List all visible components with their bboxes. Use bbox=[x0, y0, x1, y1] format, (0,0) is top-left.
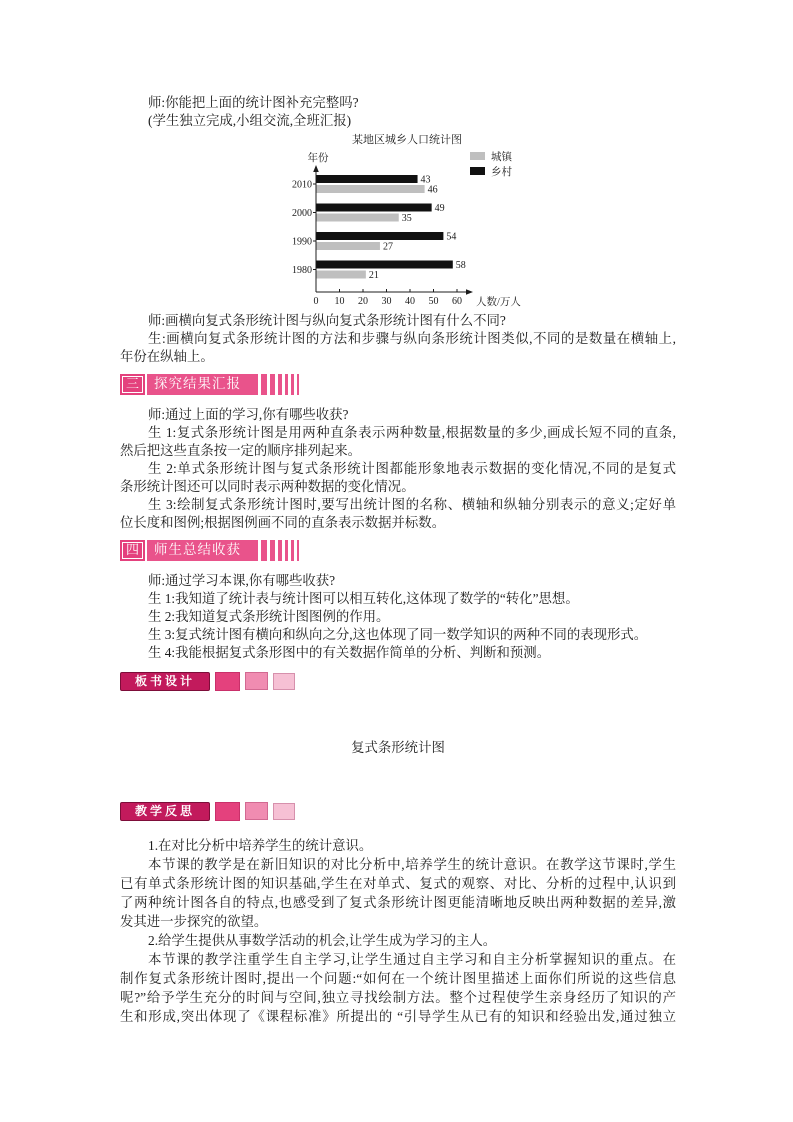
text-line: 制作复式条形统计图时,提出一个问题:“如何在一个统计图里描述上面你们所说的这些信息 bbox=[120, 971, 676, 986]
text-line: 了两种统计图各自的特点,也感受到了复式条形统计图更能清晰地反映出两种数据的差异,激 bbox=[120, 895, 676, 910]
bar-series-0-2010 bbox=[317, 185, 425, 193]
text-line: 师:通过上面的学习,你有哪些收获? bbox=[148, 407, 349, 422]
legend-label: 城镇 bbox=[491, 152, 512, 163]
text-line: 生 2:我知道复式条形统计图图例的作用。 bbox=[148, 609, 390, 624]
intro-dialogue bbox=[120, 94, 676, 130]
text-line: 呢?”给予学生充分的时间与空间,独立寻找绘制方法。整个过程使学生亲身经历了知识的产 bbox=[120, 990, 676, 1005]
board-design-badge: 板书设计 bbox=[120, 672, 210, 691]
section-title: 探究结果汇报 bbox=[147, 374, 258, 395]
legend-swatch bbox=[470, 152, 485, 160]
y-axis-arrow bbox=[313, 165, 319, 172]
header-stripe bbox=[297, 374, 299, 395]
bar-series-1-1990 bbox=[317, 232, 444, 240]
y-tick-label: 2000 bbox=[292, 208, 312, 219]
header-stripe bbox=[285, 374, 288, 395]
population-chart bbox=[280, 128, 540, 310]
section-number: 三 bbox=[120, 374, 145, 395]
section-header-4 bbox=[120, 540, 299, 561]
legend-label: 乡村 bbox=[491, 167, 512, 178]
x-axis-arrow bbox=[466, 289, 473, 295]
bar-series-1-2010 bbox=[317, 175, 418, 183]
header-stripe bbox=[278, 540, 282, 561]
x-tick-label: 40 bbox=[405, 296, 415, 307]
text-line: 已有单式条形统计图的知识基础,学生在对单式、复式的观察、对比、分析的过程中,认识到 bbox=[120, 876, 676, 891]
board-design-content: 复式条形统计图 bbox=[351, 740, 445, 755]
bar-series-1-2000 bbox=[317, 204, 432, 212]
x-tick-label: 0 bbox=[313, 296, 319, 307]
data-label: 21 bbox=[368, 270, 379, 281]
text-line: 生 2:单式条形统计图与复式条形统计图都能形象地表示数据的变化情况,不同的是复式 bbox=[148, 461, 676, 476]
x-axis-label: 人数/万人 bbox=[476, 297, 521, 308]
text-line: 位长度和图例;根据图例画不同的直条表示数据并标数。 bbox=[120, 515, 446, 530]
data-label: 43 bbox=[420, 174, 431, 186]
x-tick-label: 10 bbox=[334, 296, 345, 307]
header-stripe bbox=[278, 374, 282, 395]
compare-dialogue bbox=[120, 312, 676, 366]
section-header-3 bbox=[120, 374, 299, 395]
header-stripe bbox=[291, 374, 294, 395]
data-label: 46 bbox=[427, 184, 438, 196]
y-tick-label: 1990 bbox=[292, 236, 312, 248]
header-stripe bbox=[261, 540, 267, 561]
decor-square bbox=[245, 802, 268, 820]
text-line: 生:画横向复式条形统计图的方法和步骤与纵向条形统计图类似,不同的是数量在横轴上, bbox=[148, 331, 676, 346]
header-stripe bbox=[270, 540, 275, 561]
reflection-body bbox=[120, 836, 676, 1026]
bar-series-0-1980 bbox=[317, 271, 366, 279]
data-label: 54 bbox=[446, 231, 457, 243]
header-stripe bbox=[261, 374, 267, 395]
data-label: 27 bbox=[382, 241, 393, 253]
reflection-header bbox=[120, 801, 295, 821]
reflection-badge: 教学反思 bbox=[120, 802, 210, 821]
header-stripe bbox=[285, 540, 288, 561]
header-stripes bbox=[261, 540, 299, 561]
board-design-header bbox=[120, 671, 295, 691]
text-line: 发其进一步探究的欲望。 bbox=[120, 914, 268, 929]
y-axis-label: 年份 bbox=[307, 153, 329, 164]
text-line: (学生独立完成,小组交流,全班汇报) bbox=[148, 113, 352, 128]
text-line: 师:你能把上面的统计图补充完整吗? bbox=[148, 95, 359, 110]
text-line: 2.给学生提供从事数学活动的机会,让学生成为学习的主人。 bbox=[148, 933, 497, 948]
data-label: 49 bbox=[434, 203, 445, 214]
text-line: 本节课的教学是在新旧知识的对比分析中,培养学生的统计意识。在教学这节课时,学生 bbox=[148, 857, 676, 872]
x-tick-label: 20 bbox=[358, 296, 368, 307]
chart-canvas bbox=[280, 128, 540, 310]
chart-marks bbox=[292, 150, 513, 307]
text-line: 生 1:我知道了统计表与统计图可以相互转化,这体现了数学的“转化”思想。 bbox=[148, 591, 579, 606]
text-line: 生和形成,突出体现了《课程标准》所提出的 “引导学生从已有的知识和经验出发,通过独立 bbox=[120, 1009, 676, 1024]
chart-title: 某地区城乡人口统计图 bbox=[352, 134, 462, 146]
section-number: 四 bbox=[120, 540, 145, 561]
text-line: 然后把这些直条按一定的顺序排列起来。 bbox=[120, 443, 362, 458]
text-line: 师:通过学习本课,你有哪些收获? bbox=[148, 573, 336, 588]
header-stripe bbox=[297, 540, 299, 561]
bar-series-0-1990 bbox=[317, 242, 380, 250]
data-label: 35 bbox=[401, 213, 412, 224]
decor-square bbox=[273, 673, 295, 690]
text-line: 条形统计图还可以同时表示两种数据的变化情况。 bbox=[120, 479, 415, 494]
decor-square bbox=[273, 803, 295, 820]
bar-series-1-1980 bbox=[317, 261, 453, 269]
decor-square bbox=[245, 672, 268, 690]
text-line: 本节课的教学注重学生自主学习,让学生通过自主学习和自主分析掌握知识的重点。在 bbox=[148, 952, 676, 967]
legend-swatch bbox=[470, 167, 485, 175]
text-line: 生 1:复式条形统计图是用两种直条表示两种数量,根据数量的多少,画成长短不同的直条, bbox=[148, 425, 676, 440]
decor-square bbox=[215, 672, 240, 691]
decor-square bbox=[215, 802, 240, 821]
text-line: 1.在对比分析中培养学生的统计意识。 bbox=[148, 838, 373, 853]
text-line: 生 3:复式统计图有横向和纵向之分,这也体现了同一数学知识的两种不同的表现形式。 bbox=[148, 627, 648, 642]
section-title: 师生总结收获 bbox=[147, 540, 258, 561]
x-tick-label: 50 bbox=[428, 296, 439, 307]
header-stripe bbox=[270, 374, 275, 395]
data-label: 58 bbox=[455, 260, 466, 271]
header-stripe bbox=[291, 540, 294, 561]
section-4-body bbox=[120, 572, 676, 662]
section-3-body bbox=[120, 406, 676, 532]
x-tick-label: 60 bbox=[452, 296, 462, 307]
text-line: 生 3:绘制复式条形统计图时,要写出统计图的名称、横轴和纵轴分别表示的意义;定好单 bbox=[148, 497, 676, 512]
y-tick-label: 1980 bbox=[292, 265, 312, 276]
header-stripes bbox=[261, 374, 299, 395]
bar-series-0-2000 bbox=[317, 214, 399, 222]
text-line: 生 4:我能根据复式条形图中的有关数据作简单的分析、判断和预测。 bbox=[148, 645, 551, 660]
text-line: 年份在纵轴上。 bbox=[120, 349, 214, 364]
x-tick-label: 30 bbox=[381, 296, 392, 307]
text-line: 师:画横向复式条形统计图与纵向复式条形统计图有什么不同? bbox=[148, 313, 506, 328]
y-tick-label: 2010 bbox=[292, 179, 312, 191]
